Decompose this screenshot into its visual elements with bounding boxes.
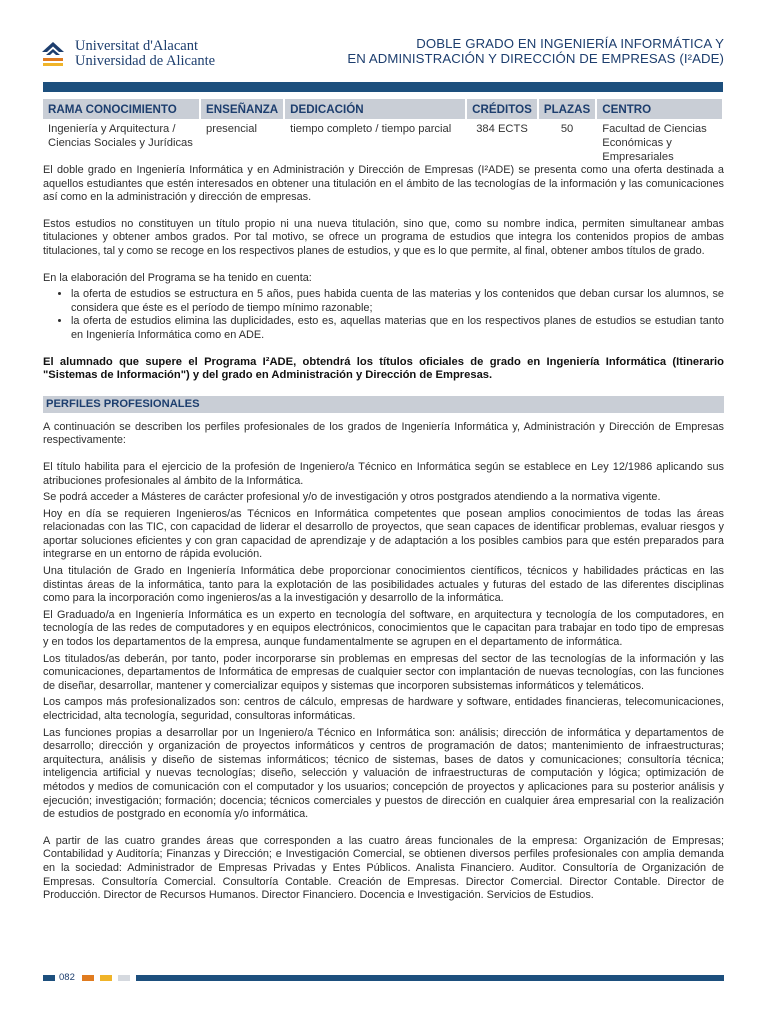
university-logo-icon — [40, 40, 66, 70]
degree-title — [347, 36, 724, 66]
cell-creditos: 384 ECTS — [466, 119, 538, 167]
cell-plazas: 50 — [538, 119, 596, 167]
profile-paragraph: El título habilita para el ejercicio de la profesión de Ingeniero/a Técnico en Informática según se establece en Ley 12/1986 aplicando sus atribuciones profesionales al ámbito de la Informática. — [43, 460, 724, 487]
profile-paragraph: Se podrá acceder a Másteres de carácter profesional y/o de investigación y otros postgrados atendiendo a la normativa vigente. — [43, 491, 661, 504]
col-centro: CENTRO — [596, 99, 723, 119]
footer-swatch-orange — [82, 975, 94, 981]
cell-ensenanza: presencial — [200, 119, 284, 167]
university-name-es: Universidad de Alicante — [75, 53, 216, 69]
university-name-ca: Universitat d'Alacant — [75, 38, 199, 54]
degree-title-line1: DOBLE GRADO EN INGENIERÍA INFORMÁTICA Y — [416, 36, 724, 51]
degree-info-table — [43, 99, 724, 167]
page-number: 082 — [59, 972, 75, 983]
page-footer — [43, 972, 724, 983]
col-rama: RAMA CONOCIMIENTO — [43, 99, 200, 119]
col-ensenanza: ENSEÑANZA — [200, 99, 284, 119]
intro-paragraph: El doble grado en Ingeniería Informática y en Administración y Dirección de Empresas (I²ADE) se presenta como una oferta destinada a aquellos estudiantes que estén interesados en obtener una titulación en el ámbito de las tecnologías de la información y las comunicaciones así como en la administración y dirección de empresas. — [43, 164, 724, 204]
profile-paragraph: Las funciones propias a desarrollar por un Ingeniero/a Técnico en Informática son: análisis; dirección de informática y departamentos de desarrollo; dirección y organización de proyectos informáticos y centros de programación de datos; mantenimiento de infraestructuras; arquitectura, análisis y diseño de sistemas informáticos; técnico de sistemas, bases de datos y comunicaciones; consultoría técnica; inteligencia artificial y nuevas tecnologías; diseño, selección y valuación de infraestructuras de computación y lógica; optimización de métodos y medios de comunicación con el computador y los usuarios; concepción de proyectos y aplicaciones para su posterior análisis y ejecución; investigación; formación; docencia; técnicos comerciales y puestos de dirección en cualquier área empresarial con la realización de estudios de postgrado en economía y/o informática. — [43, 726, 724, 821]
table-header-row — [43, 99, 723, 119]
cell-centro-line2: Económicas y Empresariales — [602, 137, 674, 163]
degree-outcome-statement: El alumnado que supere el Programa I²ADE, obtendrá los títulos oficiales de grado en Ingeniería Informática (Itinerario "Sistemas de Información") y del grado en Administración y Dirección de Empresas. — [43, 355, 724, 382]
cell-centro — [596, 119, 723, 167]
cell-rama — [43, 119, 200, 167]
profiles-intro: A continuación se describen los perfiles profesionales de los grados de Ingeniería Informática y, Administración y Dirección de Empresas respectivamente: — [43, 420, 724, 447]
col-creditos: CRÉDITOS — [466, 99, 538, 119]
considerations-intro: En la elaboración del Programa se ha tenido en cuenta: — [43, 271, 312, 284]
col-plazas: PLAZAS — [538, 99, 596, 119]
cell-rama-line2: Ciencias Sociales y Jurídicas — [48, 137, 193, 149]
degree-title-line2: EN ADMINISTRACIÓN Y DIRECCIÓN DE EMPRESAS (I²ADE) — [347, 51, 724, 66]
profile-paragraph: Los campos más profesionalizados son: centros de cálculo, empresas de hardware y software, entidades financieras, telecomunicaciones, electricidad, alta tecnología, seguridad, consultoras informáticas. — [43, 696, 724, 722]
main-content — [43, 164, 724, 903]
considerations-list — [43, 288, 724, 342]
cell-rama-line1: Ingeniería y Arquitectura / — [48, 123, 176, 135]
profile-paragraph: Una titulación de Grado en Ingeniería Informática debe proporcionar conocimientos científicos, técnicos y habilidades prácticas en las distintas áreas de la informática, tanto para la explotación de las posibilidades actuales y futuras del estado de las diferentes disciplinas como para la incorporación como ingenieros/as a la investigación y desarrollo de la informática. — [43, 565, 724, 605]
program-paragraph: Estos estudios no constituyen un título propio ni una nueva titulación, sino que, como su nombre indica, permiten simultanear ambas titulaciones y obtener ambos grados. Por tal motivo, se ofrece un programa de estudios que integra los contenidos propios de ambas titulaciones, tal y como se recoge en los respectivos planes de estudios, y que es lo que permite, al final, obtener ambos títulos de grado. — [43, 217, 724, 257]
page-header — [0, 34, 768, 76]
footer-swatch-light — [118, 975, 130, 981]
university-name — [75, 39, 215, 69]
profile-paragraph: Los titulados/as deberán, por tanto, poder incorporarse sin problemas en empresas del sector de las tecnologías de la información y las comunicaciones, departamentos de Informática de empresas de cualquier sector con implantación de nuevas tecnologías, con las funciones de diseñar, desarrollar, mantener y comercializar equipos y sistemas que incorporen subsistemas informáticos y telemáticos. — [43, 652, 724, 692]
footer-swatch-yellow — [100, 975, 112, 981]
profile-paragraph: A partir de las cuatro grandes áreas que corresponden a las cuatro áreas funcionales de la empresa: Organización de Empresas; Contabilidad y Auditoría; Finanzas y Dirección; e Investigación Comercial, se obtienen diversos perfiles profesionales con amplia demanda en la sociedad: Administrador de Empresas Privadas y Entes Públicos. Analista Financiero. Auditor. Consultoría de Organización de Empresas. Consultoría Comercial. Consultoría Contable. Creación de Empresas. Director Comercial. Director Contable. Director de Producción. Director de Recursos Humanos. Director Financiero. Docencia e Investigación. Servicios de Estudios. — [43, 834, 724, 902]
table-row — [43, 119, 723, 167]
footer-bar-navy — [136, 975, 724, 981]
profile-paragraph: El Graduado/a en Ingeniería Informática es un experto en tecnología del software, en arquitectura y tecnología de los computadores, en tecnología de las redes de computadores y en equipos electrónicos, conocimientos que le capacitan para trabajar en todo tipo de empresas y en todos los departamentos de la empresa, aunque fundamentalmente se agrupen en el departamento de informática. — [43, 608, 724, 649]
header-bar — [43, 82, 723, 92]
col-dedicacion: DEDICACIÓN — [284, 99, 466, 119]
cell-centro-line1: Facultad de Ciencias — [602, 123, 707, 135]
footer-bar-navy-left — [43, 975, 55, 981]
list-item: • la oferta de estudios se estructura en 5 años, pues habida cuenta de las materias y los contenidos que deban cursar los alumnos, se considera que éste es el período de tiempo mínimo razonable; — [71, 288, 724, 315]
list-item: • la oferta de estudios elimina las duplicidades, esto es, aquellas materias que en los respectivos planes de estudios se estudian tanto en Ingeniería Informática como en ADE. — [71, 315, 724, 342]
section-title-perfiles: PERFILES PROFESIONALES — [43, 396, 724, 413]
profile-paragraph: Hoy en día se requieren Ingenieros/as Técnicos en Informática competentes que posean amplios conocimientos de todas las áreas relacionadas con las TIC, con capacidad de liderar el desarrollo de proyectos, que sean capaces de identificar problemas, evaluar riesgos y aportar soluciones eficientes y con gran capacidad de aprendizaje y de adaptación a los posibles cambios para que estén preparados para integrarse en un entorno de rápida evolución. — [43, 507, 724, 561]
cell-dedicacion: tiempo completo / tiempo parcial — [284, 119, 466, 167]
